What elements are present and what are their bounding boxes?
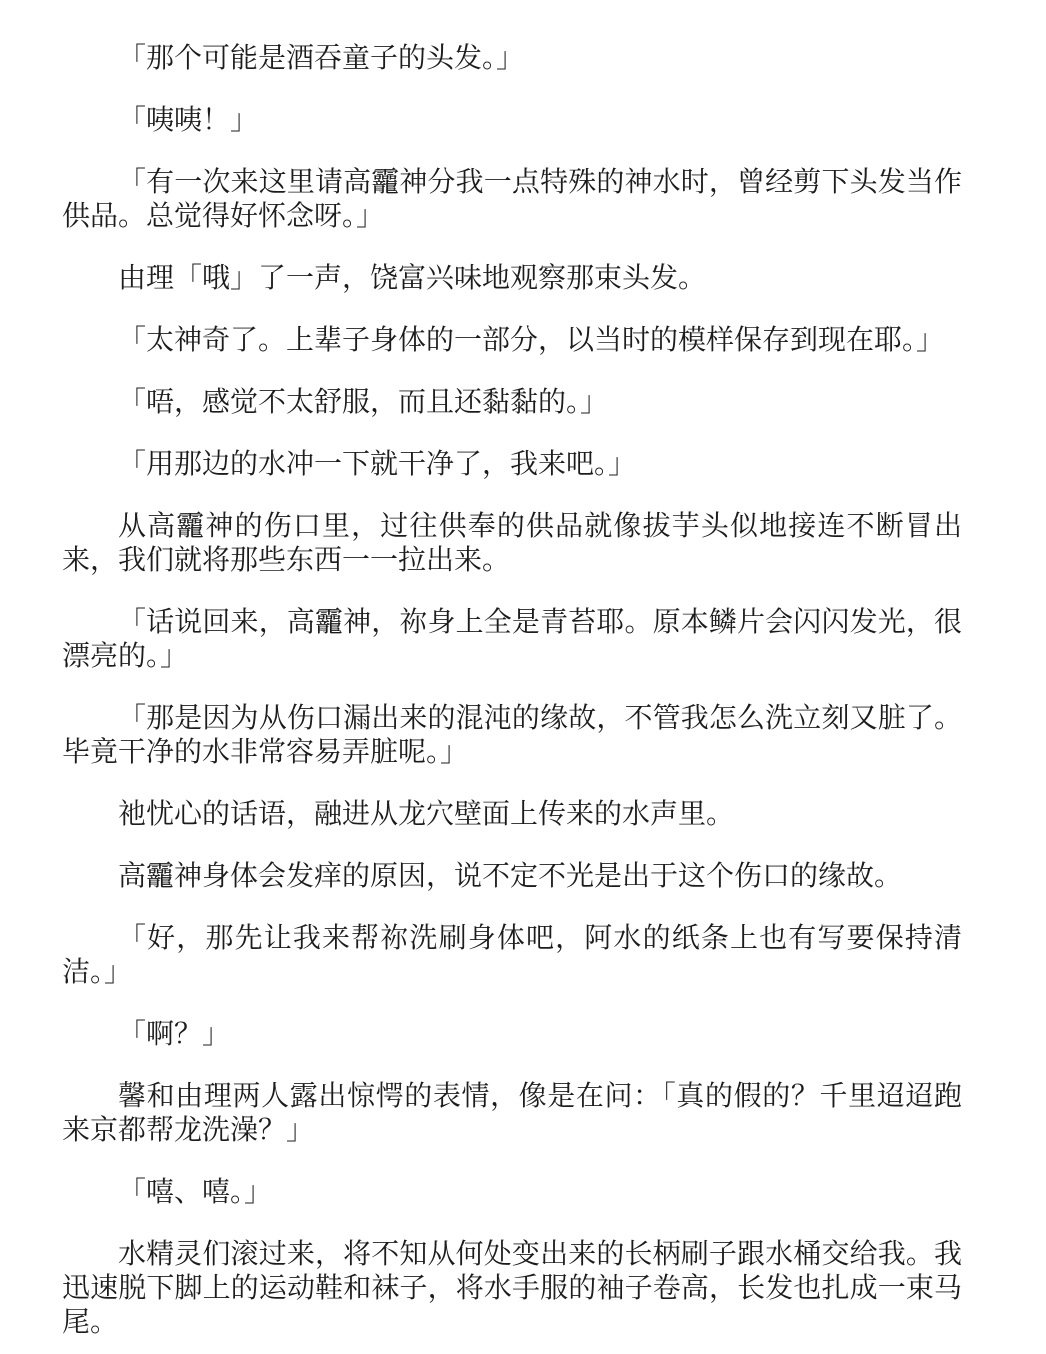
page-text-block xyxy=(62,42,962,1340)
paragraph: 「咦咦！」 xyxy=(118,105,259,136)
paragraph: 「话说回来，高龗神，祢身上全是青苔耶。原本鳞片会闪闪发光，很漂亮的。」 xyxy=(62,607,962,672)
paragraph: 高龗神身体会发痒的原因，说不定不光是出于这个伤口的缘故。 xyxy=(118,861,903,892)
paragraph: 「用那边的水冲一下就干净了，我来吧。」 xyxy=(118,449,637,480)
paragraph: 「有一次来这里请高龗神分我一点特殊的神水时，曾经剪下头发当作供品。总觉得好怀念呀。」 xyxy=(62,167,962,232)
paragraph: 「太神奇了。上辈子身体的一部分，以当时的模样保存到现在耶。」 xyxy=(118,325,945,356)
paragraph: 祂忧心的话语，融进从龙穴壁面上传来的水声里。 xyxy=(118,799,735,830)
paragraph: 「那个可能是酒吞童子的头发。」 xyxy=(118,43,525,74)
paragraph: 「好，那先让我来帮祢洗刷身体吧，阿水的纸条上也有写要保持清洁。」 xyxy=(62,923,962,988)
paragraph: 馨和由理两人露出惊愕的表情，像是在问：「真的假的？千里迢迢跑来京都帮龙洗澡？」 xyxy=(62,1081,962,1146)
paragraph: 由理「哦」了一声，饶富兴味地观察那束头发。 xyxy=(118,263,707,294)
paragraph: 「嘻、嘻。」 xyxy=(118,1177,273,1208)
paragraph: 「那是因为从伤口漏出来的混沌的缘故，不管我怎么洗立刻又脏了。毕竟干净的水非常容易弄脏呢。」 xyxy=(62,703,962,768)
paragraph: 「唔，感觉不太舒服，而且还黏黏的。」 xyxy=(118,387,609,418)
paragraph: 「啊？」 xyxy=(118,1019,231,1050)
paragraph: 水精灵们滚过来，将不知从何处变出来的长柄刷子跟水桶交给我。我迅速脱下脚上的运动鞋和袜子，将水手服的袖子卷高，长发也扎成一束马尾。 xyxy=(62,1239,962,1338)
paragraph: 从高龗神的伤口里，过往供奉的供品就像拔芋头似地接连不断冒出来，我们就将那些东西一一拉出来。 xyxy=(62,511,962,576)
